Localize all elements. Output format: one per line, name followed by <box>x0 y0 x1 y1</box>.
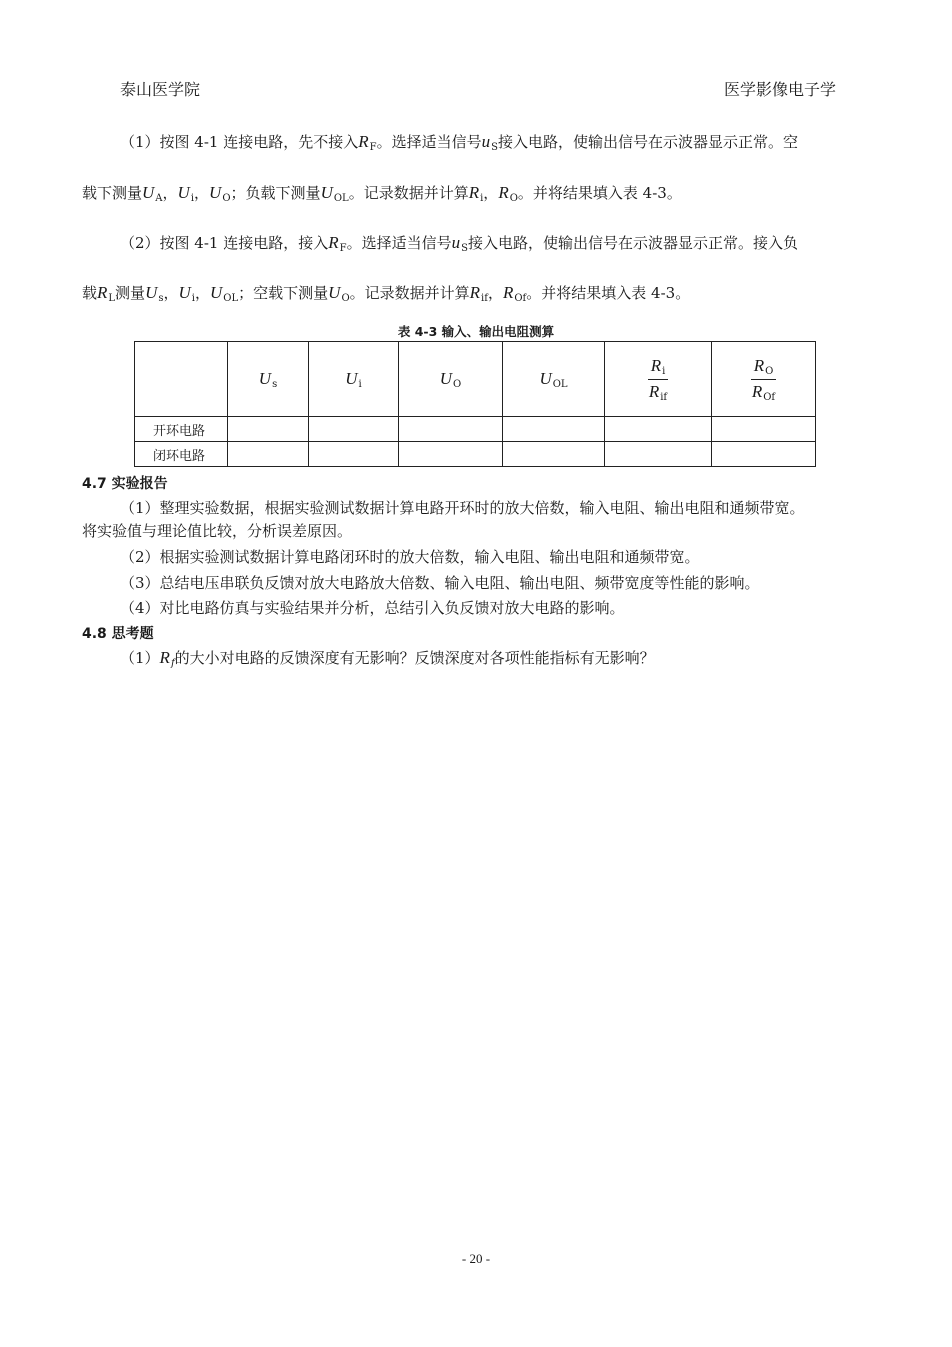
table-cell <box>399 442 503 467</box>
table-cell <box>605 442 712 467</box>
step2-line1: （2）按图 4-1 连接电路，接入$R_F$。选择适当信号$u_S$接入电路，使输出信号在示波器显示正常。接入负 <box>120 233 798 254</box>
report-item-1-line2: 将实验值与理论值比较，分析误差原因。 <box>82 522 353 540</box>
table-cell <box>399 417 503 442</box>
report-item-1-line1: （1）整理实验数据，根据实验测试数据计算电路开环时的放大倍数，输入电阻、输出电阻和通频带宽。 <box>120 499 805 517</box>
table-header-row <box>135 342 816 417</box>
table-cell <box>712 417 816 442</box>
section-4-7-title: 4.7 实验报告 <box>82 476 168 492</box>
step1-line2: 载下测量$U_A$，$U_i$，$U_O$；负载下测量$U_{OL}$。记录数据并计算$R_i$，$R_O$。并将结果填入表 4-3。 <box>82 183 682 204</box>
header-uo: $U_O$ <box>399 342 503 417</box>
table-caption: 表 4-3 输入、输出电阻测算 <box>397 324 555 339</box>
table-row <box>135 417 816 442</box>
report-item-4: （4）对比电路仿真与实验结果并分析，总结引入负反馈对放大电路的影响。 <box>120 599 625 617</box>
table-cell <box>712 442 816 467</box>
header-uol: $U_{OL}$ <box>503 342 605 417</box>
table-cell <box>503 417 605 442</box>
header-course: 医学影像电子学 <box>724 80 837 99</box>
report-item-3: （3）总结电压串联负反馈对放大电路放大倍数、输入电阻、输出电阻、频带宽度等性能的影响。 <box>120 574 760 592</box>
table-cell <box>605 417 712 442</box>
table-cell <box>228 417 309 442</box>
table-cell <box>309 417 399 442</box>
question-1: $(1)R_f$的大小对电路的反馈深度有无影响？反馈深度对各项性能指标有无影响？ <box>120 648 655 669</box>
table-cell <box>503 442 605 467</box>
page-number: - 20 - <box>461 1251 491 1266</box>
header-ro-rof <box>712 342 816 417</box>
report-item-2: （2）根据实验测试数据计算电路闭环时的放大倍数，输入电阻、输出电阻和通频带宽。 <box>120 548 700 566</box>
fraction-ro-rof: $\frac{R_O}{R_{Of}}$ <box>751 355 776 403</box>
table-row <box>135 442 816 467</box>
resistance-table <box>134 341 816 467</box>
step2-line2: 载$R_L$测量$U_s$，$U_i$，$U_{OL}$；空载下测量$U_O$。记录数据并计算$R_{if}$，$R_{Of}$。并将结果填入表 4-3。 <box>82 283 691 304</box>
row-label-open-loop: 开环电路 <box>135 417 228 442</box>
header-us: $U_s$ <box>228 342 309 417</box>
row-label-closed-loop: 闭环电路 <box>135 442 228 467</box>
step1-line1: （1）按图 4-1 连接电路，先不接入$R_F$。选择适当信号$u_S$接入电路，使输出信号在示波器显示正常。空 <box>120 132 798 153</box>
table-cell <box>228 442 309 467</box>
section-4-8-title: 4.8 思考题 <box>82 626 154 642</box>
header-institution: 泰山医学院 <box>120 80 201 99</box>
table-cell <box>309 442 399 467</box>
header-ri-rif <box>605 342 712 417</box>
header-ui: $U_i$ <box>309 342 399 417</box>
fraction-ri-rif: $\frac{R_i}{R_{if}}$ <box>648 355 668 403</box>
table-corner-cell <box>135 342 228 417</box>
